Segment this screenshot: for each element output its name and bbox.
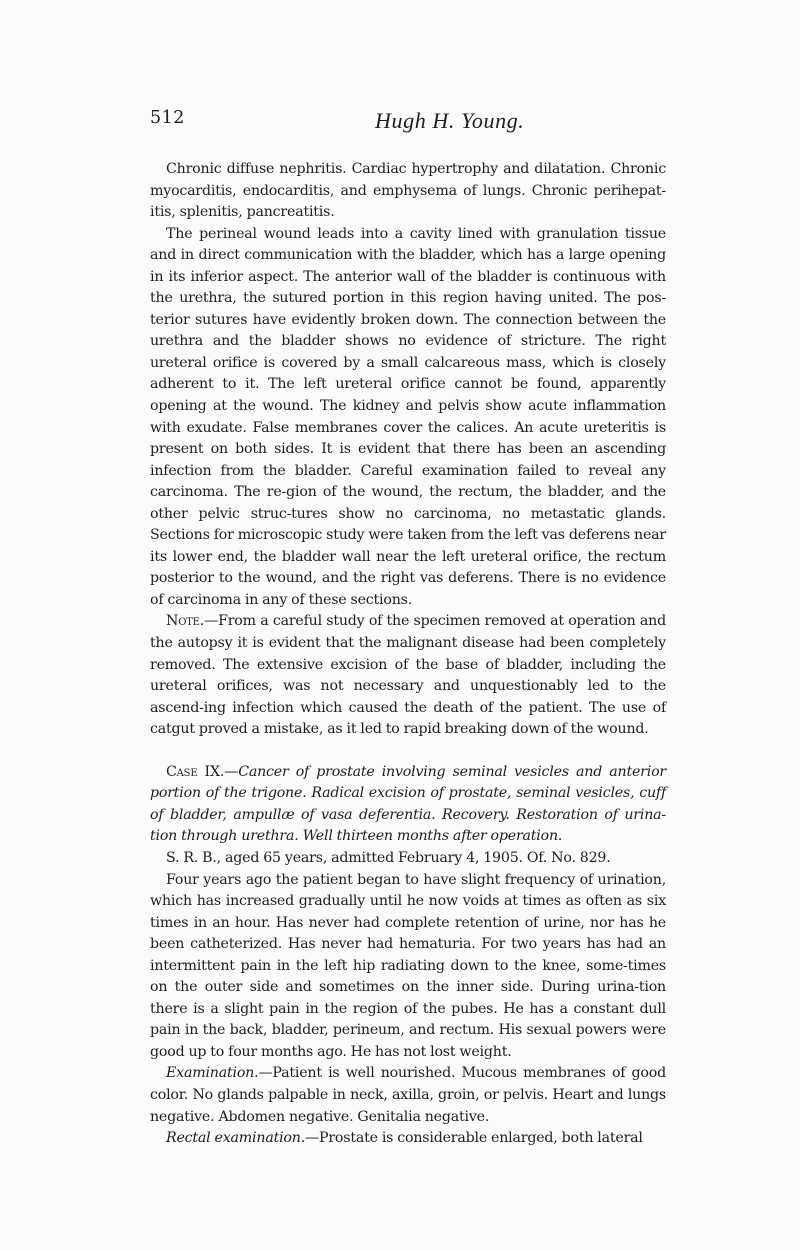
paragraph-case-heading	[150, 762, 666, 848]
case-number: Case IX.	[166, 763, 225, 780]
rectal-examination-lead: Rectal examination.	[166, 1130, 306, 1147]
paragraph-perineal-wound: The perineal wound leads into a cavity lined with granulation tissue and in direct communication with the bladder, which has a large opening in its inferior aspect. The anterior wall of the bladder is continuous with the urethra, the sutured portion in this region having united. The pos-terior sutures have evidently broken down. The connection between the urethra and the bladder shows no evidence of stricture. The right ureteral orifice is covered by a small calcareous mass, which is closely adherent to it. The left ureteral orifice cannot be found, apparently opening at the wound. The kidney and pelvis show acute inflammation with exudate. False membranes cover the calices. An acute ureteritis is present on both sides. It is evident that there has been an ascending infection from the bladder. Careful examination failed to reveal any carcinoma. The re-gion of the wound, the rectum, the bladder, and the other pelvic struc-tures show no carcinoma, no metastatic glands. Sections for microscopic study were taken from the left vas deferens near its lower end, the bladder wall near the left ureteral orifice, the rectum posterior to the wound, and the right vas deferens. There is no evidence of carcinoma in any of these sections.	[150, 225, 666, 608]
examination-body: —Patient is well nourished. Mucous membranes of good color. No glands palpable in neck, axilla, groin, or pelvis. Heart and lungs negative. Abdomen negative. Genitalia negative.	[150, 1065, 666, 1125]
paragraph-history: Four years ago the patient began to have slight frequency of urination, which has increased gradually until he now voids at times as often as six times in an hour. Has never had complete retention of urine, nor has he been catheterized. Has never had hematuria. For two years has had an intermittent pain in the left hip radiating down to the knee, some-times on the outer side and sometimes on the inner side. During urina-tion there is a slight pain in the region of the pubes. He has a constant dull pain in the back, bladder, perineum, and rectum. His sexual powers were good up to four months ago. He has not lost weight.	[150, 871, 666, 1060]
case-dash: —	[224, 763, 239, 780]
paragraph-rectal-examination	[150, 1128, 666, 1150]
rectal-examination-body: —Prostate is considerable enlarged, both lateral	[305, 1130, 643, 1147]
page-body	[150, 159, 666, 1150]
paragraph-patient-info: S. R. B., aged 65 years, admitted February 4, 1905. Of. No. 829.	[166, 849, 611, 866]
note-lead: Note.	[166, 613, 205, 630]
paragraph-note	[150, 611, 666, 740]
paragraph-autopsy-findings: Chronic diffuse nephritis. Cardiac hypertrophy and dilatation. Chronic myocarditis, endocarditis, and emphysema of lungs. Chronic perihepat-itis, splenitis, pancreatitis.	[150, 161, 666, 221]
note-body: —From a careful study of the specimen removed at operation and the autopsy it is evident that the malignant disease had been completely removed. The extensive excision of the base of bladder, including the ureteral orifices, was not necessary and unquestionably led to the ascend-ing infection which caused the death of the patient. The use of catgut proved a mistake, as it led to rapid breaking down of the wound.	[150, 613, 666, 738]
running-title: Hugh H. Young.	[375, 108, 525, 133]
examination-lead: Examination.	[166, 1065, 259, 1082]
case-title: Cancer of prostate involving seminal vesicles and anterior portion of the trigone. Radical excision of prostate, seminal vesicles, cuff of bladder, ampullæ of vasa deferentia. Recovery. Restoration of urina-tion through urethra. Well thirteen months after operation.	[150, 763, 666, 845]
page-number: 512	[150, 108, 185, 128]
paragraph-examination	[150, 1063, 666, 1128]
page-header	[150, 108, 670, 140]
